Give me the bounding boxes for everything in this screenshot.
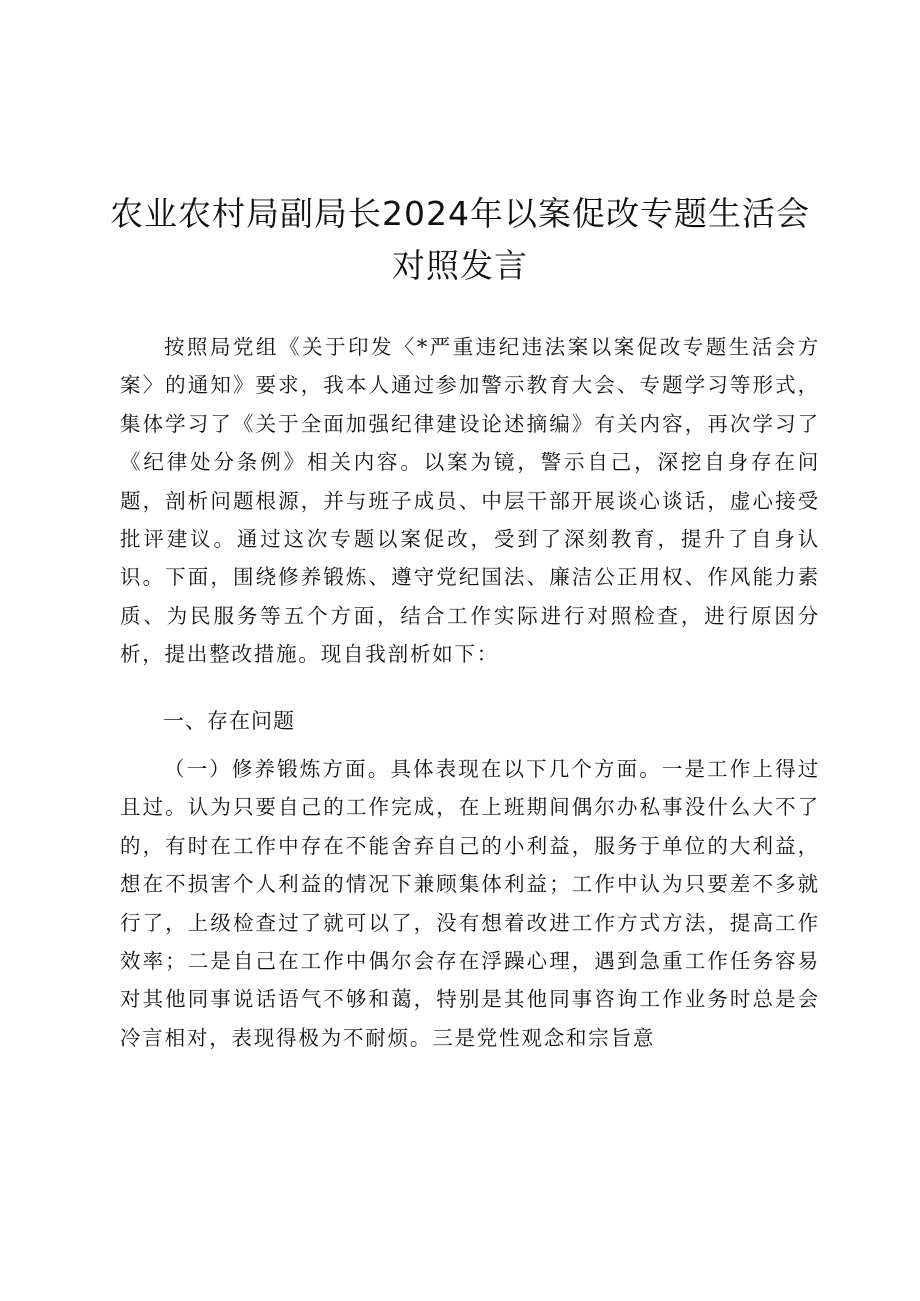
document-title-line-1: 农业农村局副局长2024年以案促改专题生活会 <box>110 194 810 233</box>
document-title-line-2: 对照发言 <box>392 246 528 285</box>
section-heading-existing-problems: 一、存在问题 <box>163 709 295 733</box>
cultivation-paragraph: （一）修养锻炼方面。具体表现在以下几个方面。一是工作上得过且过。认为只要自己的工作完成，在上班期间偶尔办私事没什么大不了的，有时在工作中存在不能舍弃自己的小利益，服务于单位的大利益，想在不损害个人利益的情况下兼顾集体利益；工作中认为只要差不多就行了，上级检查过了就可以了，没有想着改进工作方式方法，提高工作效率；二是自己在工作中偶尔会存在浮躁心理，遇到急重工作任务容易对其他同事说话语气不够和蔼，特别是其他同事咨询工作业务时总是会冷言相对，表现得极为不耐烦。三是党性观念和宗旨意 <box>120 757 820 1050</box>
intro-paragraph: 按照局党组《关于印发〈*严重违纪违法案以案促改专题生活会方案〉的通知》要求，我本人通过参加警示教育大会、专题学习等形式，集体学习了《关于全面加强纪律建设论述摘编》有关内容，再次学习了《纪律处分条例》相关内容。以案为镜，警示自己，深挖自身存在问题，剖析问题根源，并与班子成员、中层干部开展谈心谈话，虚心接受批评建议。通过这次专题以案促改，受到了深刻教育，提升了自身认识。下面，围绕修养锻炼、遵守党纪国法、廉洁公正用权、作风能力素质、为民服务等五个方面，结合工作实际进行对照检查，进行原因分析，提出整改措施。现自我剖析如下： <box>120 335 820 667</box>
